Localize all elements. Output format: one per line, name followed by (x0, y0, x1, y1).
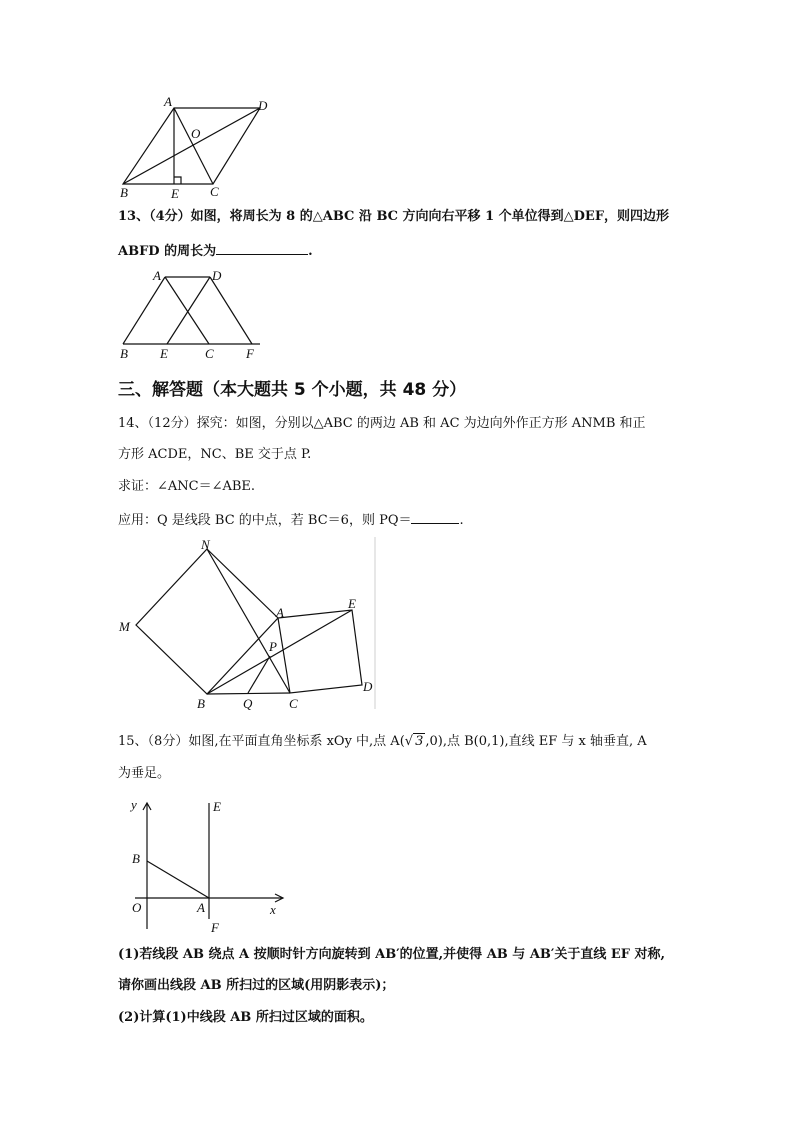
label-x: x (270, 902, 276, 917)
label-c: C (205, 346, 214, 361)
line-df (210, 277, 252, 344)
label-d: D (363, 679, 373, 694)
segment-ab (147, 861, 209, 898)
label-b: B (120, 185, 128, 200)
diagonal-ac (174, 108, 213, 184)
label-q: Q (243, 696, 253, 711)
label-f: F (211, 920, 219, 935)
label-a: A (153, 268, 161, 283)
label-p: P (269, 639, 277, 654)
label-e: E (171, 186, 179, 201)
label-a: A (276, 605, 284, 620)
label-y: y (131, 797, 137, 812)
q14-answer-blank[interactable] (411, 509, 459, 524)
line-ac (165, 277, 209, 344)
line-ab (123, 277, 165, 344)
parallelogram-figure (110, 92, 290, 202)
label-m: M (119, 619, 130, 634)
label-b: B (197, 696, 205, 711)
segment-be (207, 610, 352, 694)
label-n: N (201, 537, 210, 552)
label-c: C (210, 184, 219, 199)
q13-line2 (118, 240, 313, 261)
sqrt-symbol: √ (404, 734, 414, 749)
label-o: O (191, 126, 201, 141)
label-f: F (246, 346, 254, 361)
segment-pq (248, 656, 270, 693)
q13-answer-blank[interactable] (216, 240, 308, 255)
q13-line1: 13、（4分）如图，将周长为 8 的△ABC 沿 BC 方向向右平移 1 个单位得到△DEF，则四边形 (118, 209, 670, 224)
label-e: E (213, 799, 221, 814)
label-b: B (120, 346, 128, 361)
label-b: B (132, 851, 140, 866)
q15-part1-line2: 请你画出线段 AB 所扫过的区域(用阴影表示)； (118, 978, 395, 993)
q15-line2: 为垂足。 (118, 766, 171, 781)
q14-line2: 方形 ACDE，NC、BE 交于点 P. (118, 447, 312, 462)
label-a: A (164, 94, 172, 109)
q15-line1-b: ,0),点 B(0,1),直线 EF 与 x 轴垂直, A (425, 734, 647, 749)
label-d: D (258, 98, 268, 113)
squares-figure (112, 535, 382, 715)
q13-line2-end: . (308, 244, 313, 259)
segment-nc (207, 549, 290, 693)
q13-line2-text: ABFD 的周长为 (118, 244, 217, 259)
label-e: E (160, 346, 168, 361)
right-angle-mark (174, 177, 181, 184)
q14-line1: 14、（12分）探究：如图，分别以△ABC 的两边 AB 和 AC 为边向外作正方形 ANMB 和正 (118, 416, 646, 431)
square-anmb (136, 549, 278, 694)
sqrt-value: 3 (415, 734, 424, 749)
label-a: A (197, 900, 205, 915)
q15-line1-a: 15、（8分）如图,在平面直角坐标系 xOy 中,点 A( (118, 734, 405, 749)
q14-line4-end: . (459, 513, 464, 528)
label-c: C (289, 696, 298, 711)
q15-part1-line1: (1)若线段 AB 绕点 A 按顺时针方向旋转到 AB′的位置,并使得 AB 与 AB′关于直线 EF 对称, (118, 947, 666, 962)
line-de (167, 277, 210, 344)
square-acde (278, 610, 362, 693)
label-d: D (212, 268, 222, 283)
label-o: O (132, 900, 142, 915)
q15-part2: (2)计算(1)中线段 AB 所扫过区域的面积。 (118, 1010, 373, 1025)
diagonal-bd (123, 108, 260, 184)
section-3-title: 三、解答题（本大题共 5 个小题，共 48 分） (118, 380, 467, 400)
q15-line1 (118, 733, 647, 751)
translation-figure (112, 264, 272, 364)
q14-line3: 求证：∠ANC＝∠ABE. (118, 479, 256, 494)
q14-line4-text: 应用：Q 是线段 BC 的中点，若 BC＝6，则 PQ＝ (118, 513, 412, 528)
coordinate-figure (125, 795, 295, 940)
q14-line4 (118, 509, 464, 530)
label-e: E (348, 596, 356, 611)
